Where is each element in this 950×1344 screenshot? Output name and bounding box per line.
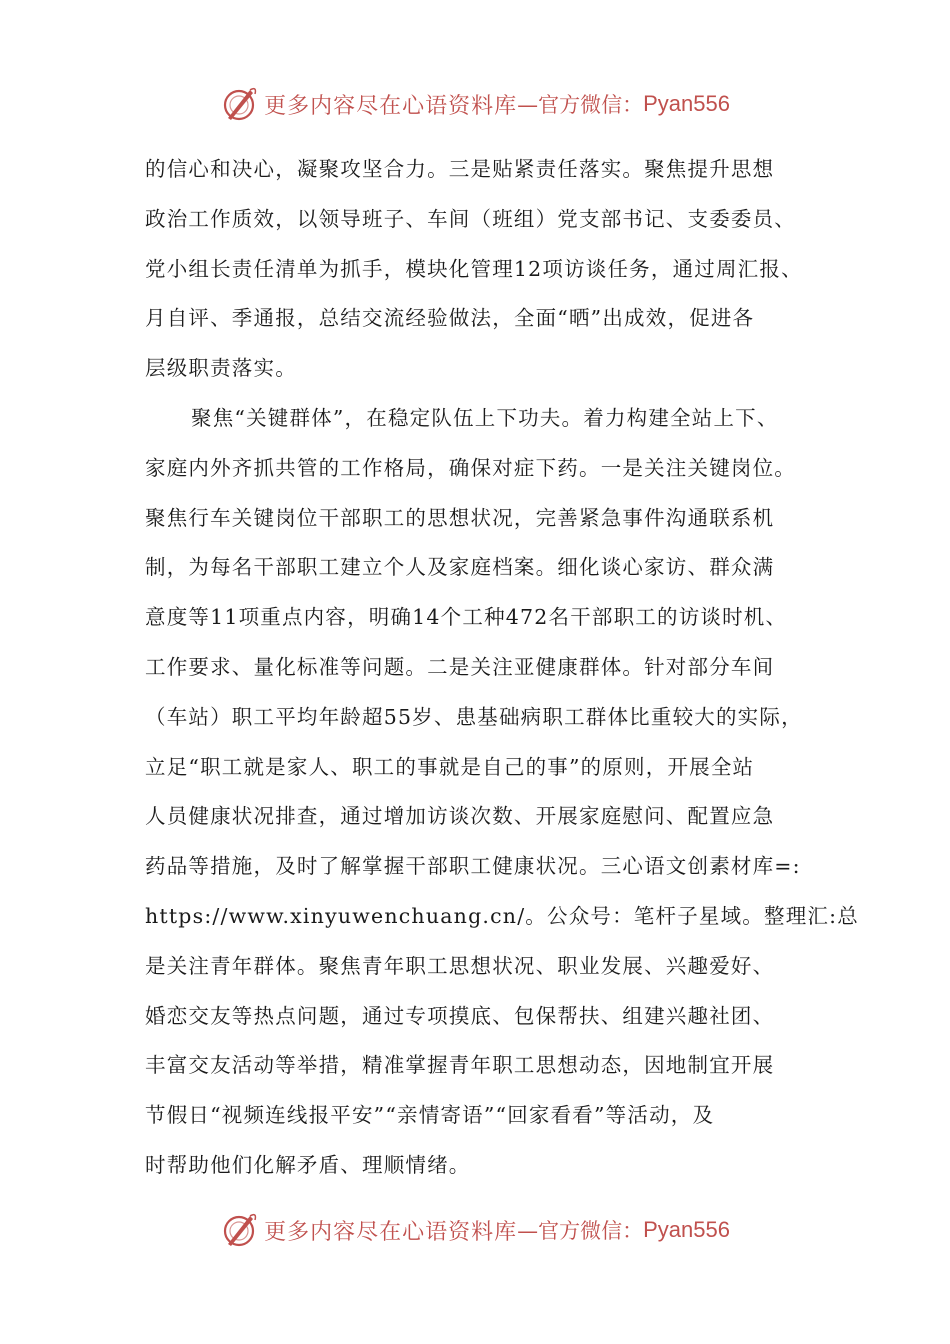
footer-wechat-handle: Pyan556 (643, 1217, 730, 1242)
text-line: 是关注青年群体。聚焦青年职工思想状况、职业发展、兴趣爱好、 (145, 953, 775, 978)
footer-banner (0, 1208, 950, 1252)
text-line: 制，为每名干部职工建立个人及家庭档案。细化谈心家访、群众满 (145, 555, 775, 580)
text-line: 意度等11项重点内容，明确14个工种472名干部职工的访谈时机、 (145, 605, 788, 630)
text-line: 节假日“视频连线报平安”“亲情寄语”“回家看看”等活动，及 (145, 1103, 715, 1128)
footer-separator: —官方微信： (517, 1219, 644, 1243)
text-line: 的信心和决心，凝聚攻坚合力。三是贴紧责任落实。聚焦提升思想 (145, 157, 775, 181)
text-line: 时帮助他们化解矛盾、理顺情绪。 (145, 1152, 471, 1177)
text-line: 聚焦“关键群体”，在稳定队伍上下功夫。着力构建全站上下、 (191, 405, 779, 430)
header-banner (0, 82, 950, 126)
text-line: 药品等措施，及时了解掌握干部职工健康状况。三心语文创素材库=: (145, 854, 801, 879)
header-separator: —官方微信： (517, 93, 644, 117)
quill-logo-icon (220, 1210, 260, 1250)
text-line: 层级职责落实。 (145, 356, 297, 381)
text-line: 工作要求、量化标准等问题。二是关注亚健康群体。针对部分车间 (145, 654, 775, 679)
quill-logo-icon (220, 84, 260, 124)
text-line: 政治工作质效，以领导班子、车间（班组）党支部书记、支委委员、 (145, 206, 796, 231)
text-line: 聚焦行车关键岗位干部职工的思想状况，完善紧急事件沟通联系机 (145, 505, 775, 530)
text-line: 家庭内外齐抓共管的工作格局，确保对症下药。一是关注关键岗位。 (145, 455, 796, 480)
header-brand-text: 更多内容尽在心语资料库 (264, 93, 518, 119)
text-line: 月自评、季通报，总结交流经验做法，全面“晒”出成效，促进各 (145, 306, 755, 331)
header-wechat-handle: Pyan556 (643, 91, 730, 116)
text-line: 人员健康状况排查，通过增加访谈次数、开展家庭慰问、配置应急 (145, 804, 775, 829)
document-body (145, 145, 859, 1191)
text-line: 党小组长责任清单为抓手，模块化管理12项访谈任务，通过周汇报、 (145, 256, 803, 281)
paragraph-key-groups (145, 394, 859, 1191)
text-line: 丰富交友活动等举措，精准掌握青年职工思想动态，因地制宜开展 (145, 1053, 775, 1078)
text-line: （车站）职工平均年龄超55岁、患基础病职工群体比重较大的实际， (145, 704, 803, 729)
text-line: 立足“职工就是家人、职工的事就是自己的事”的原则，开展全站 (145, 754, 755, 779)
text-line: 婚恋交友等热点问题，通过专项摸底、包保帮扶、组建兴趣社团、 (145, 1003, 775, 1028)
text-line-url: https://www.xinyuwenchuang.cn/。公众号：笔杆子星域。整理汇:总 (145, 903, 859, 928)
paragraph-responsibility (145, 145, 825, 394)
footer-brand-text: 更多内容尽在心语资料库 (264, 1219, 518, 1245)
